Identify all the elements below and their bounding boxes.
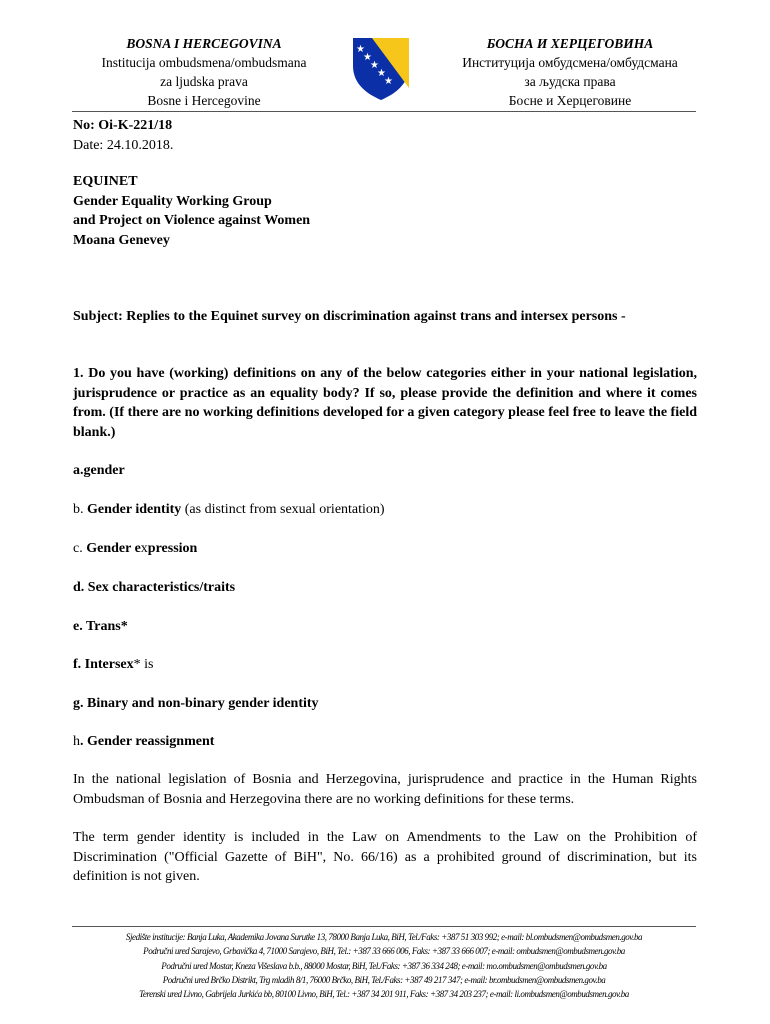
item-c-term-1: Gender e bbox=[86, 541, 141, 556]
header-left-line3: Bosne i Hercegovine bbox=[147, 93, 261, 108]
footer-line: Terenski ured Livno, Gabrijela Jurkića bb, 80100 Livno, BiH, Tel.: +387 34 201 911, Faks: +387 34 203 237; e-mail: li.ombudsmen@ombudsmen.gov.ba bbox=[139, 989, 629, 1000]
bih-coat-of-arms-icon bbox=[350, 36, 412, 102]
item-f-term: f. Intersex bbox=[73, 657, 134, 672]
question-1: 1. Do you have (working) definitions on any of the below categories either in your national legislation, jurisprudence or practice as an equality body? If so, please provide the definition and where it comes from. (If there are no working definitions developed for a given category please feel free to leave the field blank.) bbox=[73, 366, 697, 440]
header-left-line2: za ljudska prava bbox=[160, 74, 248, 89]
recipient-line: EQUINET bbox=[73, 174, 138, 189]
svg-text:★: ★ bbox=[356, 44, 365, 55]
header-divider bbox=[72, 111, 696, 112]
item-b-term: Gender identity bbox=[87, 502, 182, 517]
item-b bbox=[73, 500, 385, 519]
header-left-line1: Institucija ombudsmena/ombudsmana bbox=[101, 55, 307, 70]
recipient-line: Gender Equality Working Group bbox=[73, 193, 272, 209]
reference-block bbox=[73, 116, 697, 155]
item-d: d. Sex characteristics/traits bbox=[73, 580, 236, 595]
footer-line: Područni ured Mostar, Kneza Višeslava b.b., 88000 Mostar, BiH, Tel./Faks: +387 36 334 248; e-mail: mo.ombudsmen@ombudsmen.gov.ba bbox=[161, 960, 607, 971]
header-right-line1: Институција омбудсмена/омбудсмана bbox=[462, 55, 678, 70]
item-f bbox=[73, 655, 154, 674]
recipient-line: and Project on Violence against Women bbox=[73, 213, 311, 228]
item-g: g. Binary and non-binary gender identity bbox=[73, 696, 319, 711]
subject-line: Subject: Replies to the Equinet survey on discrimination against trans and intersex persons - bbox=[73, 309, 626, 324]
item-b-note: (as distinct from sexual orientation) bbox=[181, 502, 385, 517]
item-a: a.gender bbox=[73, 463, 125, 478]
header-left-latin bbox=[64, 34, 344, 110]
footer-line: Sjedište institucije: Banja Luka, Akademika Jovana Surutke 13, 78000 Banja Luka, BiH, Tel./Faks: +387 51 303 992; e-mail: bl.ombudsmen@ombudsmen.gov.ba bbox=[125, 932, 643, 942]
header-right-line3: Босне и Херцеговине bbox=[508, 93, 632, 108]
svg-text:★: ★ bbox=[377, 68, 386, 79]
header-right-line2: за људска права bbox=[524, 74, 616, 89]
svg-text:★: ★ bbox=[363, 52, 372, 63]
item-c-term-2: x bbox=[140, 541, 148, 556]
footer-addresses bbox=[72, 930, 696, 1001]
svg-text:★: ★ bbox=[384, 76, 393, 87]
footer-line: Područni ured Brčko Distrikt, Trg mladih 8/1, 76000 Brčko, BiH, Tel./Faks: +387 49 217 347; e-mail: br.ombudsmen@ombudsmen.gov.ba bbox=[162, 974, 606, 985]
item-h-term: . Gender reassignment bbox=[80, 734, 215, 749]
header-right-title: БОСНА И ХЕРЦЕГОВИНА bbox=[486, 36, 654, 51]
item-c-term-3: pression bbox=[147, 541, 198, 556]
header-right-cyrillic bbox=[430, 34, 710, 110]
item-e: e. Trans* bbox=[73, 619, 128, 634]
reference-number: No: Oi-K-221/18 bbox=[73, 118, 173, 133]
header-left-title: BOSNA I HERCEGOVINA bbox=[126, 36, 282, 51]
reference-date: Date: 24.10.2018. bbox=[73, 137, 174, 153]
item-h bbox=[73, 732, 214, 751]
paragraph-2: The term gender identity is included in the Law on Amendments to the Law on the Prohibition of Discrimination ("Official Gazette of BiH", No. 66/16) as a prohibited ground of discrimination, but its definition is not given. bbox=[73, 830, 697, 884]
item-c-prefix: c. bbox=[73, 541, 87, 556]
item-c bbox=[73, 539, 197, 558]
recipient-line: Moana Genevey bbox=[73, 232, 170, 248]
paragraph-1: In the national legislation of Bosnia and Herzegovina, jurisprudence and practice in the Human Rights Ombudsman of Bosnia and Herzegovina there are no working definitions for these terms. bbox=[73, 772, 697, 807]
svg-text:★: ★ bbox=[370, 60, 379, 71]
item-h-prefix: h bbox=[73, 734, 80, 749]
recipient-block bbox=[73, 172, 697, 250]
footer-line: Područni ured Sarajevo, Grbavička 4, 71000 Sarajevo, BiH, Tel.: +387 33 666 006, Faks: +387 33 666 007; e-mail: ombudsmen@ombudsmen.gov.ba bbox=[143, 946, 625, 957]
item-b-prefix: b. bbox=[73, 502, 87, 517]
item-f-note: * is bbox=[133, 657, 154, 672]
footer-divider bbox=[72, 926, 696, 927]
